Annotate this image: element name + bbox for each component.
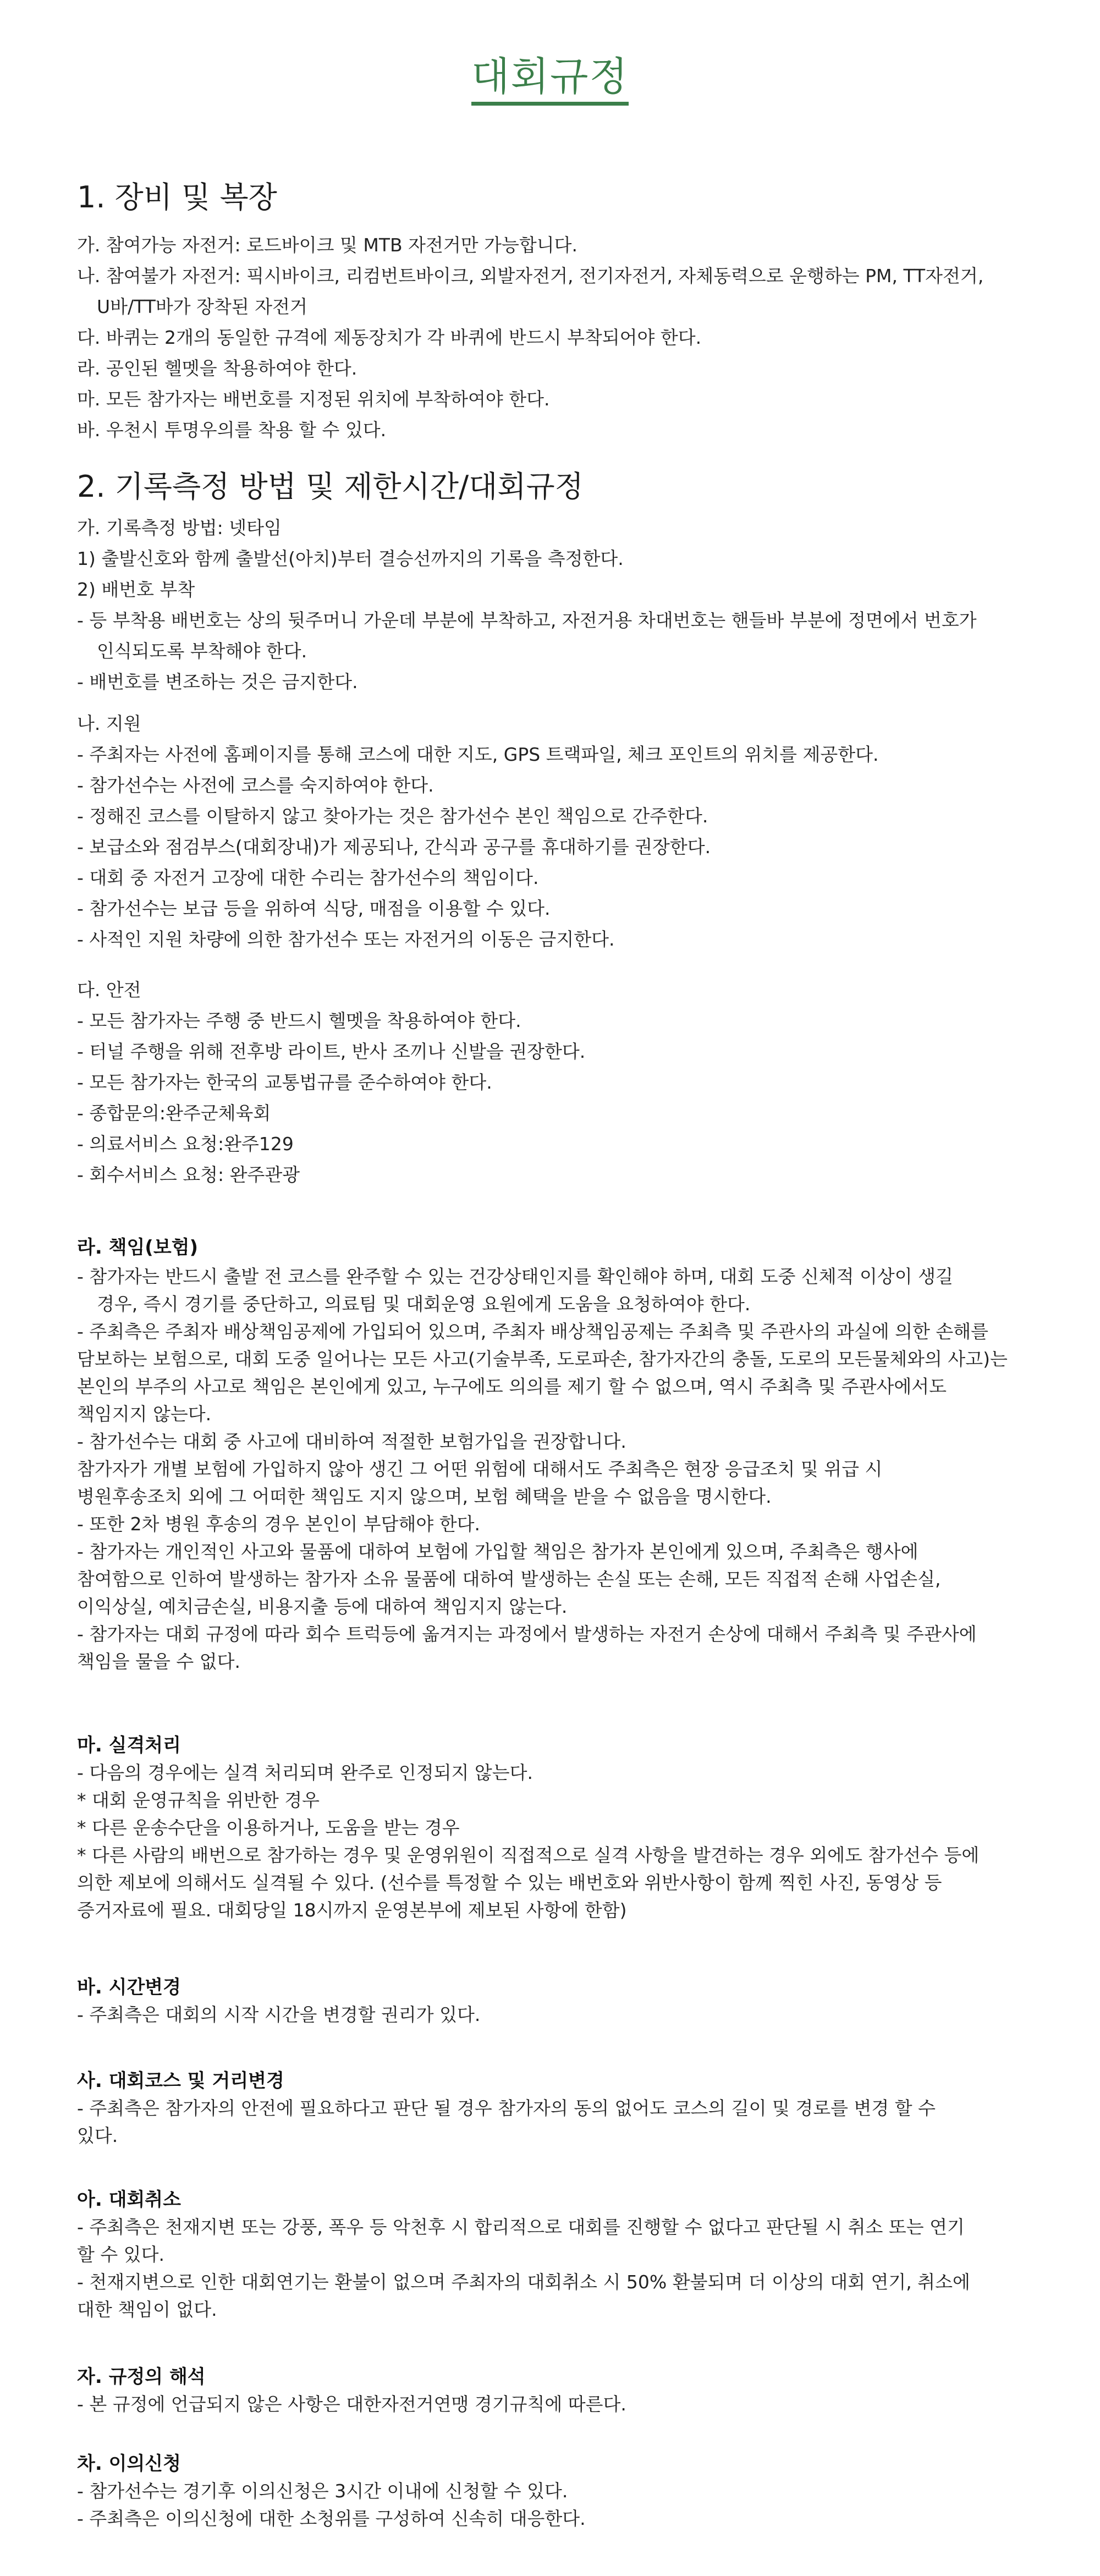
- list-item: 라. 공인된 헬멧을 착용하여야 한다.: [77, 358, 358, 379]
- list-item: 있다.: [77, 2125, 118, 2146]
- list-item: 1) 출발신호와 함께 출발선(아치)부터 결승선까지의 기록을 측정한다.: [77, 548, 624, 569]
- list-item: U바/TT바가 장착된 자전거: [97, 296, 307, 317]
- list-item: - 의료서비스 요청:완주129: [77, 1133, 294, 1155]
- list-item: 책임을 물을 수 없다.: [77, 1651, 240, 1672]
- list-item: - 참가선수는 대회 중 사고에 대비하여 적절한 보험가입을 권장합니다.: [77, 1431, 626, 1452]
- subsection-a: [77, 2186, 1056, 2324]
- subsection-label: 마. 실격처리: [77, 1734, 181, 1756]
- list-item: * 다른 사람의 배번으로 참가하는 경우 및 운영위원이 직접적으로 실격 사항을 발견하는 경우 외에도 참가선수 등에: [77, 1844, 980, 1866]
- list-item: 2) 배번호 부착: [77, 579, 195, 600]
- list-item: - 참가자는 반드시 출발 전 코스를 완주할 수 있는 건강상태인지를 확인해야 하며, 대회 도중 신체적 이상이 생길: [77, 1266, 953, 1287]
- list-item: 바. 우천시 투명우의를 착용 할 수 있다.: [77, 419, 387, 441]
- list-item: - 종합문의:완주군체육회: [77, 1102, 271, 1124]
- subsection-ga: [77, 513, 1056, 697]
- list-item: - 참가선수는 경기후 이의신청은 3시간 이내에 신청할 수 있다.: [77, 2480, 568, 2502]
- list-item: - 참가자는 대회 규정에 따라 회수 트럭등에 옮겨지는 과정에서 발생하는 자전거 손상에 대해서 주최측 및 주관사에: [77, 1623, 977, 1645]
- list-item: - 대회 중 자전거 고장에 대한 수리는 참가선수의 책임이다.: [77, 867, 539, 888]
- list-item: - 터널 주행을 위해 전후방 라이트, 반사 조끼나 신발을 권장한다.: [77, 1041, 586, 1062]
- list-item: 병원후송조치 외에 그 어떠한 책임도 지지 않으며, 보험 혜택을 받을 수 없음을 명시한다.: [77, 1486, 772, 1507]
- list-item: 다. 바퀴는 2개의 동일한 규격에 제동장치가 각 바퀴에 반드시 부착되어야 한다.: [77, 327, 702, 348]
- section-timing: [77, 469, 1056, 504]
- list-item: - 배번호를 변조하는 것은 금지한다.: [77, 671, 358, 693]
- list-item: - 참가자는 개인적인 사고와 물품에 대하여 보험에 가입할 책임은 참가자 본인에게 있으며, 주최측은 행사에: [77, 1541, 919, 1562]
- list-item: - 주최측은 이의신청에 대한 소청위를 구성하여 신속히 대응한다.: [77, 2508, 586, 2529]
- list-item: - 주최측은 대회의 시작 시간을 변경할 권리가 있다.: [77, 2004, 481, 2025]
- subsection-label: 라. 책임(보험): [77, 1237, 199, 1259]
- list-item: 증거자료에 필요. 대회당일 18시까지 운영본부에 제보된 사항에 한함): [77, 1899, 627, 1921]
- list-item: - 다음의 경우에는 실격 처리되며 완주로 인정되지 않는다.: [77, 1762, 534, 1783]
- list-item: 가. 참여가능 자전거: 로드바이크 및 MTB 자전거만 가능합니다.: [77, 234, 578, 256]
- list-item: - 주최자는 사전에 홈페이지를 통해 코스에 대한 지도, GPS 트랙파일, 체크 포인트의 위치를 제공한다.: [77, 744, 879, 765]
- list-item: 인식되도록 부착해야 한다.: [97, 640, 307, 662]
- list-item: 참가자가 개별 보험에 가입하지 않아 생긴 그 어떤 위험에 대해서도 주최측은 현장 응급조치 및 위급 시: [77, 1458, 883, 1480]
- subsection-ba: [77, 1974, 1056, 2029]
- list-item: 이익상실, 예치금손실, 비용지출 등에 대하여 책임지지 않는다.: [77, 1596, 568, 1617]
- subsection-label: 다. 안전: [77, 979, 141, 1001]
- list-item: 대한 책임이 없다.: [77, 2299, 217, 2320]
- list-item: 본인의 부주의 사고로 책임은 본인에게 있고, 누구에도 의의를 제기 할 수 없으며, 역시 주최측 및 주관사에서도: [77, 1376, 947, 1397]
- list-item: - 천재지변으로 인한 대회연기는 환불이 없으며 주최자의 대회취소 시 50% 환불되며 더 이상의 대회 연기, 취소에: [77, 2271, 970, 2293]
- subsection-label: 나. 지원: [77, 713, 141, 734]
- list-item: - 사적인 지원 차량에 의한 참가선수 또는 자전거의 이동은 금지한다.: [77, 929, 615, 950]
- list-item: 나. 참여불가 자전거: 픽시바이크, 리컴번트바이크, 외발자전거, 전기자전거, 자체동력으로 운행하는 PM, TT자전거,: [77, 265, 984, 287]
- list-item: * 대회 운영규칙을 위반한 경우: [77, 1789, 320, 1811]
- subsection-label: 자. 규정의 해석: [77, 2366, 206, 2388]
- list-item: - 정해진 코스를 이탈하지 않고 찾아가는 것은 참가선수 본인 책임으로 간주한다.: [77, 805, 708, 827]
- list-item: - 주최측은 주최자 배상책임공제에 가입되어 있으며, 주최자 배상책임공제는 주최측 및 주관사의 과실에 의한 손해를: [77, 1321, 989, 1342]
- subsection-cha: [77, 2450, 1056, 2533]
- subsection-na: [77, 708, 1056, 955]
- list-item: - 또한 2차 병원 후송의 경우 본인이 부담해야 한다.: [77, 1513, 480, 1535]
- list-item: 담보하는 보험으로, 대회 도중 일어나는 모든 사고(기술부족, 도로파손, 참가자간의 충돌, 도로의 모든물체와의 사고)는: [77, 1348, 1008, 1370]
- list-item: - 등 부착용 배번호는 상의 뒷주머니 가운데 부분에 부착하고, 자전거용 차대번호는 핸들바 부분에 정면에서 번호가: [77, 609, 977, 631]
- list-item: - 모든 참가자는 주행 중 반드시 헬멧을 착용하여야 한다.: [77, 1010, 521, 1031]
- subsection-ja: [77, 2363, 1056, 2418]
- subsection-ra: [77, 1232, 1056, 1676]
- page-title-wrap: [0, 54, 1100, 106]
- subsection-da: [77, 975, 1056, 1190]
- list-item: * 다른 운송수단을 이용하거나, 도움을 받는 경우: [77, 1817, 460, 1838]
- list-item: 참여함으로 인하여 발생하는 참가자 소유 물품에 대하여 발생하는 손실 또는 손해, 모든 직접적 손해 사업손실,: [77, 1568, 941, 1590]
- list-item: 할 수 있다.: [77, 2244, 164, 2265]
- list-item: - 본 규정에 언급되지 않은 사항은 대한자전거연맹 경기규칙에 따른다.: [77, 2393, 626, 2415]
- subsection-label: 차. 이의신청: [77, 2453, 181, 2475]
- list-item: 경우, 즉시 경기를 중단하고, 의료팀 및 대회운영 요원에게 도움을 요청하여야 한다.: [97, 1293, 751, 1315]
- list-item: - 보급소와 점검부스(대회장내)가 제공되나, 간식과 공구를 휴대하기를 권장한다.: [77, 836, 711, 858]
- list-item: - 모든 참가자는 한국의 교통법규를 준수하여야 한다.: [77, 1072, 492, 1093]
- section-equipment: [77, 180, 1056, 215]
- section-heading: 1. 장비 및 복장: [77, 180, 277, 215]
- section-heading: 2. 기록측정 방법 및 제한시간/대회규정: [77, 469, 584, 504]
- list-item: - 주최측은 참가자의 안전에 필요하다고 판단 될 경우 참가자의 동의 없어도 코스의 길이 및 경로를 변경 할 수: [77, 2097, 936, 2119]
- subsection-label: 아. 대회취소: [77, 2189, 181, 2211]
- subsection-label: 바. 시간변경: [77, 1976, 181, 1998]
- equipment-list: [77, 230, 1056, 446]
- list-item: 가. 기록측정 방법: 넷타임: [77, 517, 282, 539]
- list-item: - 참가선수는 사전에 코스를 숙지하여야 한다.: [77, 775, 434, 796]
- list-item: 마. 모든 참가자는 배번호를 지정된 위치에 부착하여야 한다.: [77, 388, 550, 410]
- list-item: - 주최측은 천재지변 또는 강풍, 폭우 등 악천후 시 합리적으로 대회를 진행할 수 없다고 판단될 시 취소 또는 연기: [77, 2216, 965, 2238]
- list-item: - 참가선수는 보급 등을 위하여 식당, 매점을 이용할 수 있다.: [77, 898, 551, 919]
- list-item: 의한 제보에 의해서도 실격될 수 있다. (선수를 특정할 수 있는 배번호와 위반사항이 함께 찍힌 사진, 동영상 등: [77, 1872, 942, 1893]
- subsection-label: 사. 대회코스 및 거리변경: [77, 2070, 284, 2092]
- subsection-sa: [77, 2067, 1056, 2150]
- list-item: - 회수서비스 요청: 완주관광: [77, 1164, 300, 1185]
- page-title: 대회규정: [471, 54, 629, 106]
- list-item: 책임지지 않는다.: [77, 1403, 212, 1425]
- subsection-ma: [77, 1732, 1056, 1924]
